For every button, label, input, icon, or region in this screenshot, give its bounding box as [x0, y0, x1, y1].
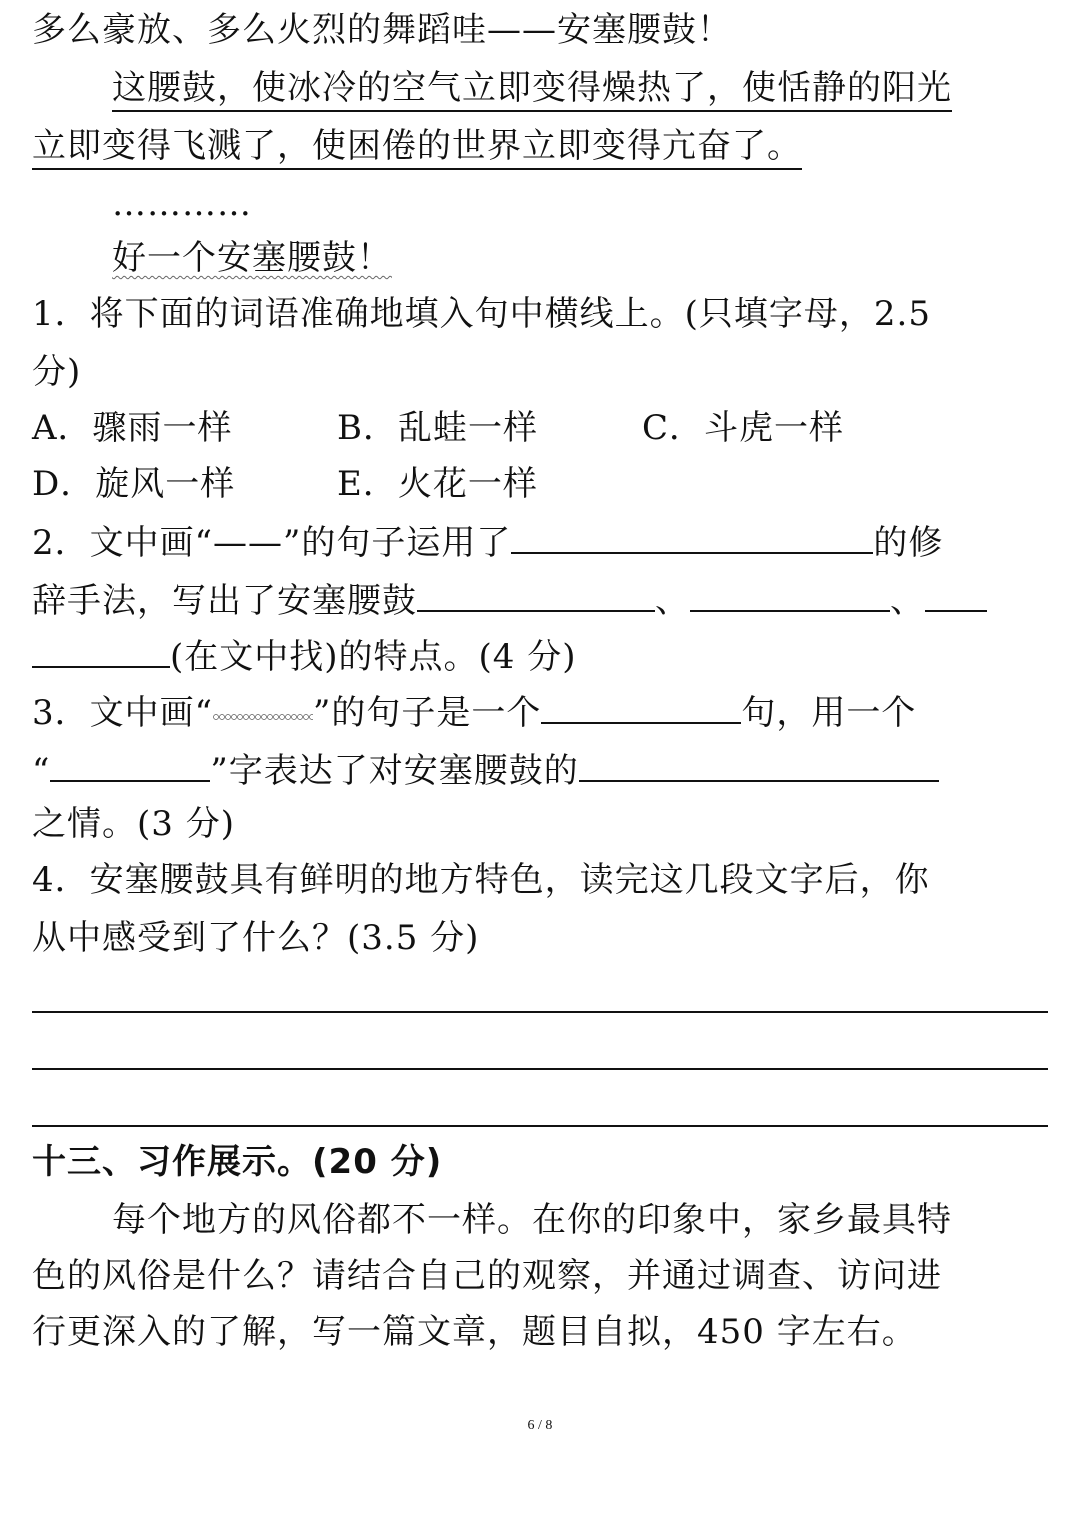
passage-line-5	[112, 236, 392, 280]
underlined-sentence-part-1: 这腰鼓，使冰冷的空气立即变得燥热了，使恬静的阳光	[112, 68, 952, 112]
q2-text-1: 2．文中画“——”的句子运用了	[32, 523, 512, 563]
option-d: D．旋风一样	[32, 464, 236, 504]
q4-answer-line-2[interactable]	[32, 1068, 1048, 1070]
section-13-body-3: 行更深入的了解，写一篇文章，题目自拟，450 字左右。	[32, 1312, 917, 1352]
section-13-body-2: 色的风俗是什么？请结合自己的观察，并通过调查、访问进	[32, 1256, 942, 1296]
wavy-underlined-sentence: 好一个安塞腰鼓！	[112, 238, 392, 278]
q2-blank-trait-3-end[interactable]	[32, 632, 170, 668]
q2-blank-trait-2[interactable]	[690, 576, 890, 612]
underlined-sentence-part-2: 立即变得飞溅了，使困倦的世界立即变得亢奋了。	[32, 126, 802, 170]
q1-text-cont: 分)	[32, 352, 82, 392]
q2-line-2	[32, 576, 987, 623]
section-13-heading: 十三、习作展示。(20 分)	[32, 1142, 443, 1182]
q4-text: 4．安塞腰鼓具有鲜明的地方特色，读完这几段文字后，你	[32, 860, 930, 900]
passage-line-2	[112, 66, 952, 110]
passage-line-3	[32, 124, 802, 168]
q3-wavy-mark	[213, 714, 313, 720]
section-13-body-1: 每个地方的风俗都不一样。在你的印象中，家乡最具特	[112, 1200, 952, 1240]
option-b: B．乱蛙一样	[337, 408, 538, 448]
q3-text-1a: 3．文中画“	[32, 693, 214, 733]
q1-text: 1．将下面的词语准确地填入句中横线上。(只填字母，2.5	[32, 294, 931, 334]
q2-line-1	[32, 518, 943, 565]
q1-options-row-2	[32, 462, 642, 506]
q3-line-1	[32, 688, 916, 735]
q3-text-2b: ”字表达了对安塞腰鼓的	[210, 751, 579, 791]
q2-text-3: (在文中找)的特点。(4 分)	[170, 637, 577, 677]
q2-blank-trait-1[interactable]	[417, 576, 655, 612]
q2-sep-2: 、	[890, 581, 925, 621]
q4-text-cont: 从中感受到了什么？(3.5 分)	[32, 918, 480, 958]
q3-blank-sentence-type[interactable]	[541, 688, 741, 724]
q2-line-3	[32, 632, 577, 679]
q3-line-2	[32, 746, 939, 793]
q2-blank-rhetoric[interactable]	[511, 518, 873, 554]
page-number: 6 / 8	[527, 1418, 553, 1433]
q3-text-1c: 句，用一个	[741, 693, 917, 733]
q2-text-2: 辞手法，写出了安塞腰鼓	[32, 581, 417, 621]
q3-line-3: 之情。(3 分)	[32, 804, 235, 844]
q2-blank-trait-3-start[interactable]	[925, 576, 987, 612]
q2-text-1-end: 的修	[873, 523, 944, 563]
q3-text-1b: ”的句子是一个	[313, 693, 542, 733]
q4-answer-line-3[interactable]	[32, 1125, 1048, 1127]
passage-line-1: 多么豪放、多么火烈的舞蹈哇——安塞腰鼓！	[32, 10, 732, 50]
option-e: E．火花一样	[337, 464, 538, 504]
q1-options-row-1	[32, 406, 947, 450]
q2-sep-1: 、	[655, 581, 690, 621]
q3-blank-character[interactable]	[50, 746, 210, 782]
q3-text-2a: “	[32, 751, 51, 791]
option-a: A．骤雨一样	[32, 408, 233, 448]
q3-blank-emotion[interactable]	[579, 746, 939, 782]
passage-ellipsis: …………	[112, 184, 252, 224]
option-c: C．斗虎一样	[642, 408, 845, 448]
q4-answer-line-1[interactable]	[32, 1011, 1048, 1013]
